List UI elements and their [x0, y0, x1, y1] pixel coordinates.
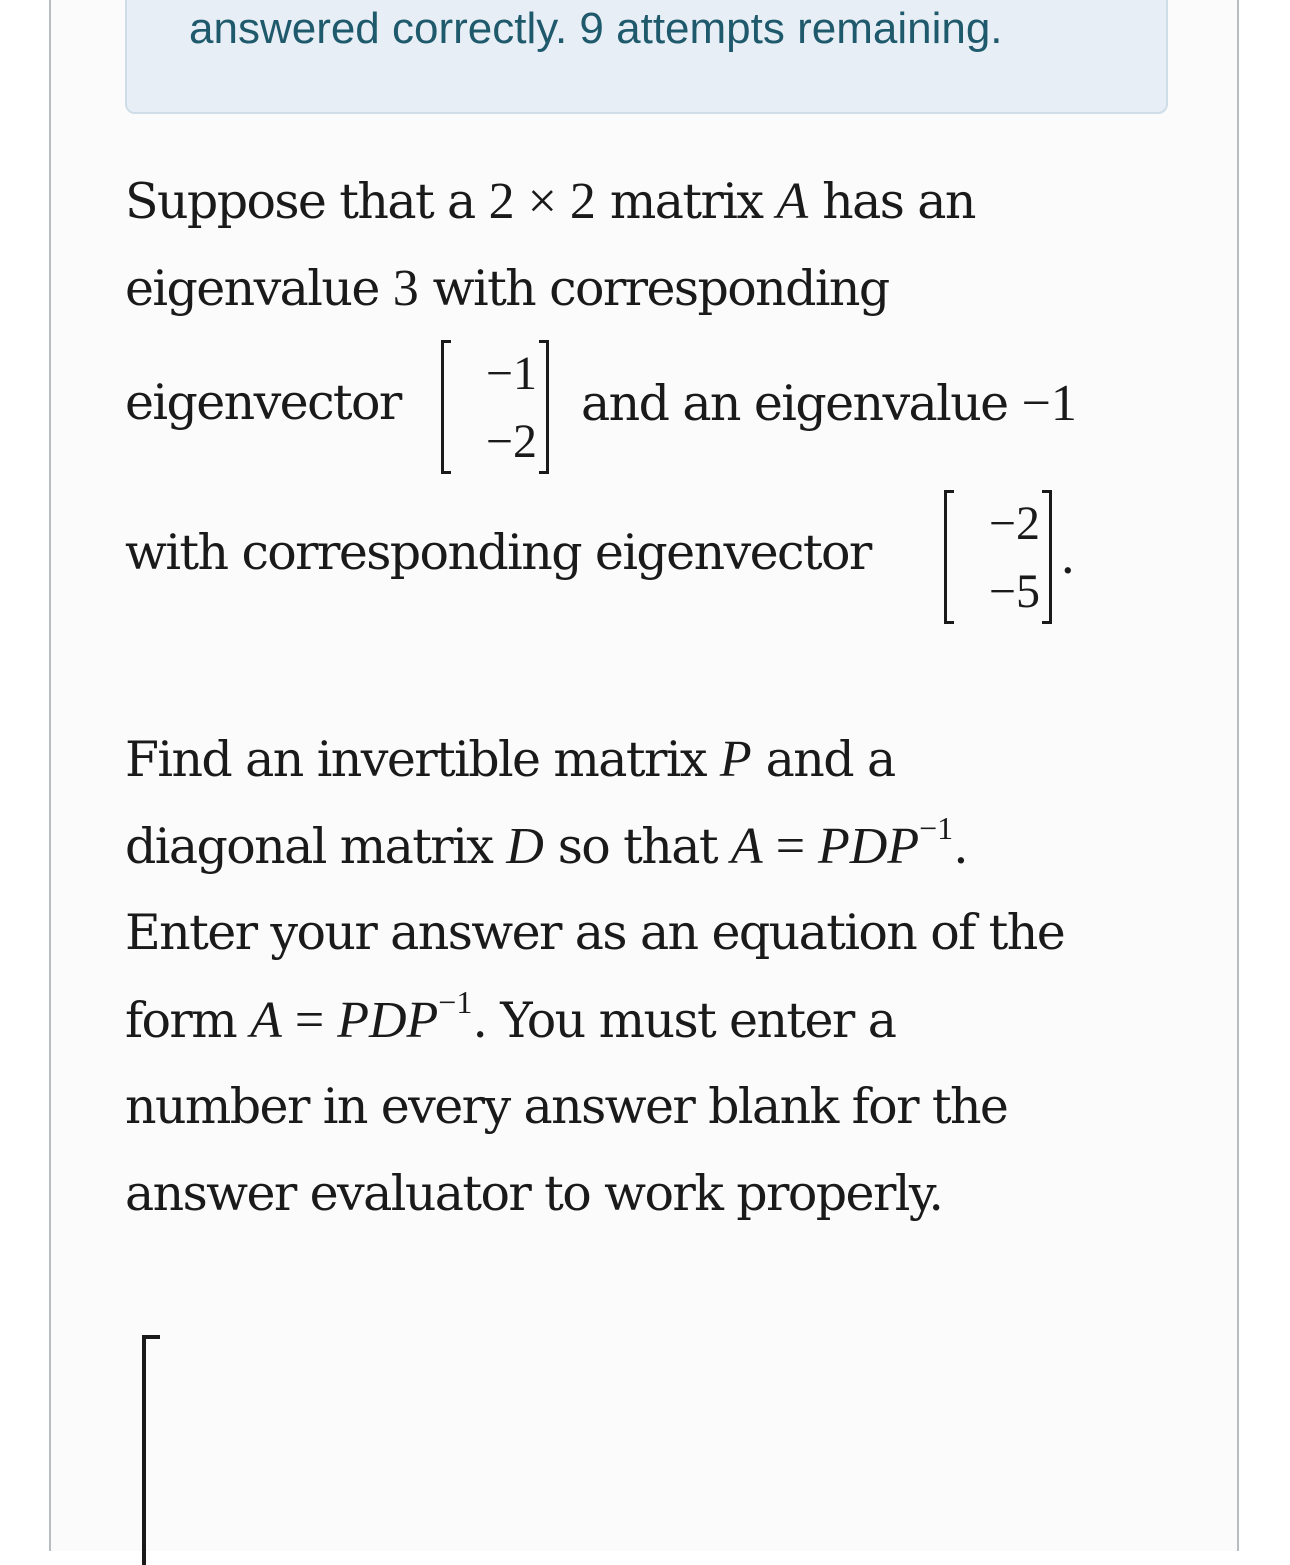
eigenvector-2-entry-1: −2 — [988, 497, 1040, 550]
right-bracket — [1042, 490, 1052, 624]
question-line: answer evaluator to work properly. — [125, 1165, 943, 1222]
question-line: diagonal matrix D so that $A = PDP^{-1}$. — [125, 810, 968, 875]
question-line: with corresponding eigenvector — [125, 524, 871, 581]
left-bracket — [441, 340, 451, 474]
question-line: Enter your answer as an equation of the — [125, 904, 1065, 961]
right-bracket — [539, 340, 549, 474]
question-line: and an eigenvalue −1 — [581, 375, 1077, 432]
eigenvector-2-entry-2: −5 — [988, 565, 1040, 618]
eigenvector-1-entry-1: −1 — [485, 347, 537, 400]
variable-d: D — [506, 818, 544, 875]
question-line: eigenvector — [125, 374, 401, 431]
left-bracket — [944, 490, 954, 624]
variable-a: A — [776, 173, 809, 230]
eigenvector-2 — [944, 490, 1052, 624]
question-line: form $A = PDP^{-1}$. You must enter a — [125, 984, 896, 1049]
question-line: number in every answer blank for the — [125, 1078, 1008, 1135]
question-line: . — [1060, 528, 1074, 585]
matrix-bracket-icon — [142, 1335, 160, 1565]
eigenvector-1 — [441, 340, 549, 474]
attempts-status-box — [125, 0, 1168, 114]
variable-p: P — [719, 731, 752, 788]
question-line: eigenvalue 3 with corresponding — [125, 260, 889, 317]
question-line: Suppose that a 2 × 2 matrix A has an — [125, 173, 975, 230]
problem-page — [49, 0, 1239, 1551]
attempts-status-text: answered correctly. 9 attempts remaining. — [189, 4, 1003, 53]
question-line: Find an invertible matrix P and a — [125, 731, 895, 788]
eigenvector-1-entry-2: −2 — [485, 415, 537, 468]
